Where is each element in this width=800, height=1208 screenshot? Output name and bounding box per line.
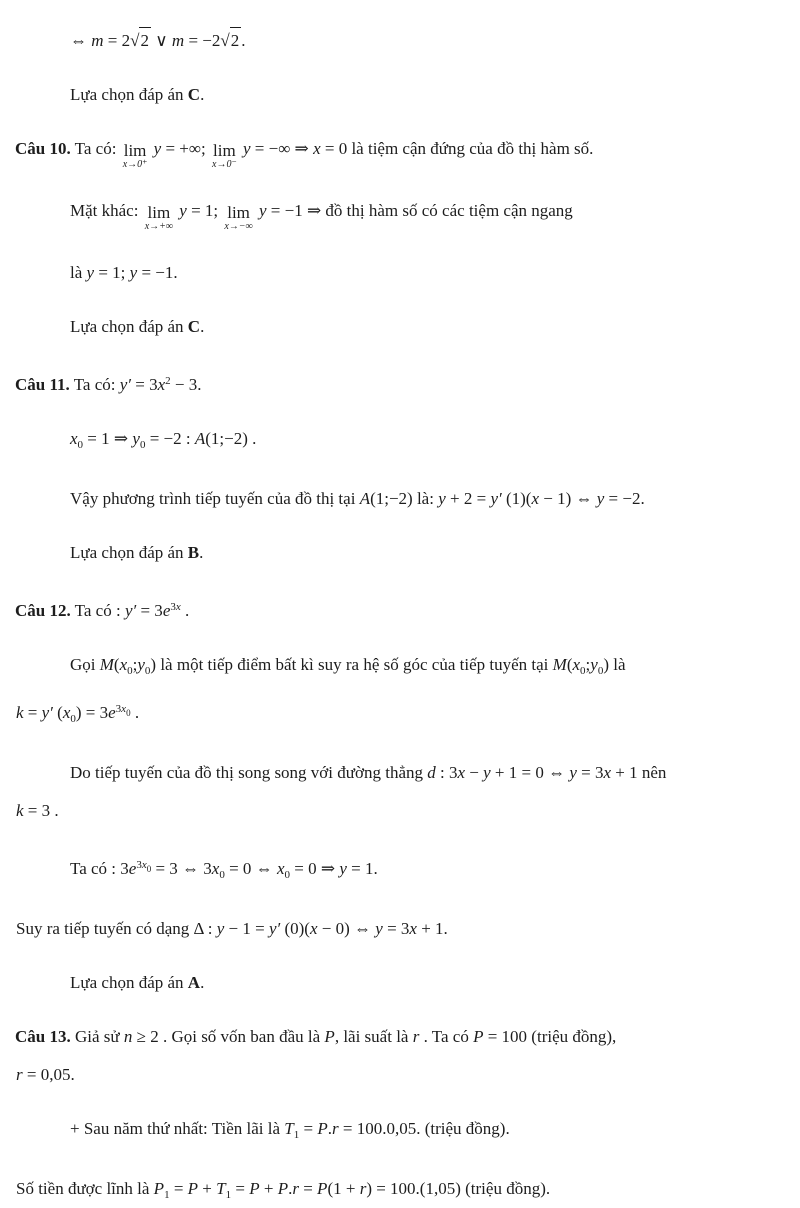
text-segment: Lựa chọn đáp án (70, 85, 188, 104)
text-segment: Câu 13. (15, 1027, 71, 1046)
square-root (220, 27, 241, 54)
text-segment: Lựa chọn đáp án (70, 543, 188, 562)
text-segment: P (324, 1027, 335, 1046)
text-segment: = 3 (131, 375, 158, 394)
text-segment: = (231, 1179, 250, 1198)
text-segment: y (596, 489, 605, 508)
text-segment: . (200, 85, 205, 104)
text-line (70, 1116, 790, 1148)
text-segment: Ta có : (70, 601, 125, 620)
text-segment: y (438, 489, 446, 508)
text-segment: 1 (293, 1129, 300, 1141)
text-segment: . (288, 1179, 293, 1198)
text-segment: x (457, 763, 466, 782)
text-segment: 1 (164, 1189, 170, 1201)
text-segment: x (211, 859, 220, 878)
text-segment: x (157, 375, 166, 394)
text-segment: e (108, 703, 116, 722)
text-segment: x (603, 763, 612, 782)
limit-notation (145, 204, 173, 232)
text-segment: . (241, 31, 246, 50)
text-line (16, 1062, 790, 1088)
lim-underscript: x→0⁻ (212, 159, 237, 170)
text-segment: + 1. (416, 919, 448, 938)
text-segment: . (200, 317, 205, 336)
text-segment: = 0 là tiệm cận đứng của đồ thị hàm số. (320, 139, 594, 158)
text-segment: x (62, 703, 71, 722)
text-segment: P (187, 1179, 199, 1198)
text-line (70, 426, 790, 458)
text-segment: y (153, 139, 162, 158)
limit-notation (224, 204, 252, 232)
text-segment: − (465, 763, 484, 782)
text-segment: x (531, 489, 539, 508)
text-segment: M (552, 655, 567, 674)
text-segment: . (327, 1119, 332, 1138)
text-segment: − 1 = (224, 919, 269, 938)
limit-notation (123, 142, 148, 170)
text-segment: y (258, 201, 267, 220)
text-line (70, 82, 790, 108)
text-segment: = −2 : (145, 429, 195, 448)
text-segment: ∨ (150, 31, 172, 50)
lim-underscript: x→−∞ (224, 221, 253, 232)
text-segment: m (91, 31, 104, 50)
text-segment: ( (566, 655, 573, 674)
text-segment: y (179, 201, 187, 220)
text-segment: ≥ 2 . Gọi số vốn ban đầu là (132, 1027, 325, 1046)
text-segment: = 1 ⇒ (83, 429, 133, 448)
text-segment: = 1; (186, 201, 223, 220)
text-segment: − 1) ⇔ (538, 489, 597, 508)
lim-word: lim (213, 141, 236, 160)
text-segment: = 3 . (23, 801, 59, 820)
text-segment: 0 (127, 665, 133, 677)
text-segment: 3 (115, 703, 122, 715)
text-segment: k (16, 703, 24, 722)
text-segment: y (86, 263, 95, 282)
text-segment: x (119, 655, 128, 674)
text-segment: M (99, 655, 114, 674)
text-segment: y′ (124, 601, 137, 620)
text-segment: Ta có : 3 (70, 859, 129, 878)
text-segment: P (249, 1179, 260, 1198)
text-segment: = −1. (137, 263, 178, 282)
text-segment: T (216, 1179, 226, 1198)
text-segment: x (409, 919, 417, 938)
text-segment: 0 (70, 713, 76, 725)
text-segment: = −1 ⇒ đồ thị hàm số có các tiệm cận ngang (266, 201, 573, 220)
text-segment: x (175, 601, 181, 613)
text-segment: n (123, 1027, 133, 1046)
text-segment: = 3 (136, 601, 163, 620)
text-segment: A (359, 489, 371, 508)
text-segment: y′ (119, 375, 132, 394)
text-segment: + Sau năm thứ nhất: Tiền lãi là (70, 1119, 285, 1138)
text-line (70, 27, 790, 54)
text-segment: Câu 12. (15, 601, 71, 620)
text-segment: Câu 11. (15, 375, 70, 394)
text-line (16, 696, 790, 732)
text-segment: = 2 (103, 31, 131, 50)
text-segment: (1;−2) là: (370, 489, 439, 508)
text-segment: Số tiền được lĩnh là (16, 1179, 154, 1198)
text-segment: m (171, 31, 185, 50)
text-segment: = −∞ ⇒ (250, 139, 314, 158)
text-segment: ( (113, 655, 120, 674)
text-line (16, 916, 790, 942)
lim-word: lim (147, 203, 171, 222)
text-segment: = 1. (346, 859, 378, 878)
text-segment: . Ta có (419, 1027, 474, 1046)
square-root (130, 27, 151, 54)
text-segment: = 100.0,05. (triệu đồng). (338, 1119, 510, 1138)
text-segment: Gọi (70, 655, 100, 674)
text-segment: (1;−2) . (205, 429, 257, 448)
text-segment: Câu 10. (15, 139, 71, 158)
text-segment: A (194, 429, 206, 448)
text-segment: = 0 ⇔ (224, 859, 277, 878)
text-segment: Do tiếp tuyến của đồ thị song song với đường thẳng (70, 763, 428, 782)
text-segment: P (277, 1179, 289, 1198)
text-line (16, 798, 790, 824)
text-segment: r (332, 1119, 339, 1138)
text-segment: Lựa chọn đáp án (70, 317, 188, 336)
text-line (70, 314, 790, 340)
text-segment: = 0 ⇒ (289, 859, 340, 878)
text-segment: y (483, 763, 491, 782)
text-segment: + (198, 1179, 217, 1198)
text-segment: C (187, 317, 201, 336)
radical-sign: √ (130, 31, 140, 50)
text-line (15, 1024, 790, 1050)
text-segment: r (292, 1179, 299, 1198)
text-line (70, 540, 790, 566)
text-segment: + 1 nên (611, 763, 667, 782)
text-segment: + (259, 1179, 278, 1198)
text-segment: P (317, 1119, 328, 1138)
text-line (70, 852, 790, 888)
text-line (15, 136, 790, 170)
text-line (15, 594, 790, 624)
text-segment: 0 (284, 869, 290, 881)
text-line (70, 486, 790, 512)
text-segment: k (16, 801, 24, 820)
text-segment: ) là một tiếp điểm bất kì suy ra hệ số góc của tiếp tuyến tại (150, 655, 553, 674)
text-line (70, 760, 790, 786)
text-segment: ⇔ (70, 31, 92, 50)
text-segment: = 100 (triệu đồng), (483, 1027, 617, 1046)
lim-underscript: x→+∞ (144, 221, 174, 232)
text-segment: y (339, 859, 347, 878)
text-line (70, 970, 790, 996)
text-segment: = 3 (382, 919, 410, 938)
text-segment: r (16, 1065, 23, 1084)
text-segment: là (70, 263, 87, 282)
text-segment: x (572, 655, 581, 674)
text-segment: ; (132, 655, 138, 674)
text-segment: x (121, 703, 127, 715)
text-segment: 0 (580, 665, 586, 677)
text-segment: = (299, 1119, 318, 1138)
radicand: 2 (139, 27, 151, 54)
text-segment: = +∞; (161, 139, 210, 158)
text-line (15, 368, 790, 398)
text-segment: P (153, 1179, 165, 1198)
text-segment: . (180, 601, 190, 620)
lim-word: lim (227, 203, 250, 222)
lim-underscript: x→0⁺ (122, 159, 148, 170)
text-segment: , lãi suất là (334, 1027, 413, 1046)
text-segment: x (70, 429, 78, 448)
text-segment: y (216, 919, 225, 938)
text-segment: . (200, 973, 205, 992)
text-segment: 0 (139, 439, 146, 451)
text-segment: y (137, 655, 145, 674)
text-segment: x (141, 859, 147, 871)
text-segment: 3 (136, 859, 142, 871)
text-segment: − 3. (170, 375, 202, 394)
text-segment: = 1; (94, 263, 130, 282)
text-segment: + 2 = (445, 489, 491, 508)
text-segment: 1 (225, 1189, 232, 1201)
text-segment: 2 (165, 375, 171, 387)
text-segment: (0)( (280, 919, 310, 938)
text-line (70, 198, 790, 232)
text-segment: = 0,05. (22, 1065, 75, 1084)
radicand: 2 (230, 27, 242, 54)
text-segment: x (313, 139, 321, 158)
text-segment: Vậy phương trình tiếp tuyến của đồ thị tại (70, 489, 360, 508)
text-segment: 0 (77, 439, 84, 451)
text-segment: Giả sử (70, 1027, 124, 1046)
text-segment: = −2 (184, 31, 221, 50)
text-segment: Mặt khác: (70, 201, 143, 220)
text-segment: y (375, 919, 383, 938)
text-segment: y′ (41, 703, 53, 722)
text-line (70, 652, 790, 684)
text-segment: P (317, 1179, 328, 1198)
text-segment: y (242, 139, 251, 158)
text-segment: (1)( (501, 489, 532, 508)
text-segment: y (569, 763, 577, 782)
limit-notation (212, 142, 237, 170)
text-segment: x (276, 859, 285, 878)
text-segment: + 1 = 0 ⇔ (490, 763, 570, 782)
text-segment: e (128, 859, 137, 878)
text-segment: y (590, 655, 598, 674)
text-segment: r (359, 1179, 367, 1198)
text-segment: 0 (146, 864, 152, 874)
text-segment: y′ (490, 489, 502, 508)
text-segment: = −2. (604, 489, 645, 508)
text-line (16, 1176, 790, 1208)
text-segment: = 3 ⇔ 3 (151, 859, 212, 878)
text-segment: y′ (268, 919, 281, 938)
text-segment: = (298, 1179, 318, 1198)
text-segment: 0 (144, 665, 151, 677)
text-segment: Lựa chọn đáp án (70, 973, 188, 992)
text-segment: ) = 100.(1,05) (triệu đồng). (366, 1179, 551, 1198)
text-segment: ) = 3 (75, 703, 109, 722)
text-segment: . (199, 543, 204, 562)
text-segment: . (130, 703, 140, 722)
text-segment: C (187, 85, 201, 104)
text-segment: y (129, 263, 138, 282)
text-segment: = 3 (576, 763, 604, 782)
text-segment: y (132, 429, 140, 448)
text-segment: P (473, 1027, 484, 1046)
text-segment: Suy ra tiếp tuyến có dạng Δ : (16, 919, 217, 938)
text-segment: ( (52, 703, 63, 722)
text-segment: r (412, 1027, 420, 1046)
text-segment: = (23, 703, 42, 722)
text-segment: 0 (126, 708, 131, 718)
text-segment: ; (585, 655, 591, 674)
text-segment: d (427, 763, 436, 782)
text-segment: 3 (170, 601, 176, 613)
text-segment: Ta có: (70, 139, 121, 158)
text-segment: x (309, 919, 318, 938)
text-segment: B (187, 543, 200, 562)
text-segment: 0 (219, 869, 225, 881)
text-segment: (1 + (327, 1179, 360, 1198)
text-segment: − 0) ⇔ (317, 919, 376, 938)
text-segment: : 3 (435, 763, 458, 782)
text-segment: A (187, 973, 201, 992)
lim-word: lim (123, 141, 147, 160)
text-line (70, 260, 790, 286)
text-segment: Ta có: (69, 375, 120, 394)
text-segment: ) là (603, 655, 626, 674)
text-segment: T (284, 1119, 294, 1138)
text-segment: e (162, 601, 171, 620)
radical-sign: √ (220, 31, 230, 50)
text-segment: = (169, 1179, 188, 1198)
text-segment: 0 (597, 665, 604, 677)
